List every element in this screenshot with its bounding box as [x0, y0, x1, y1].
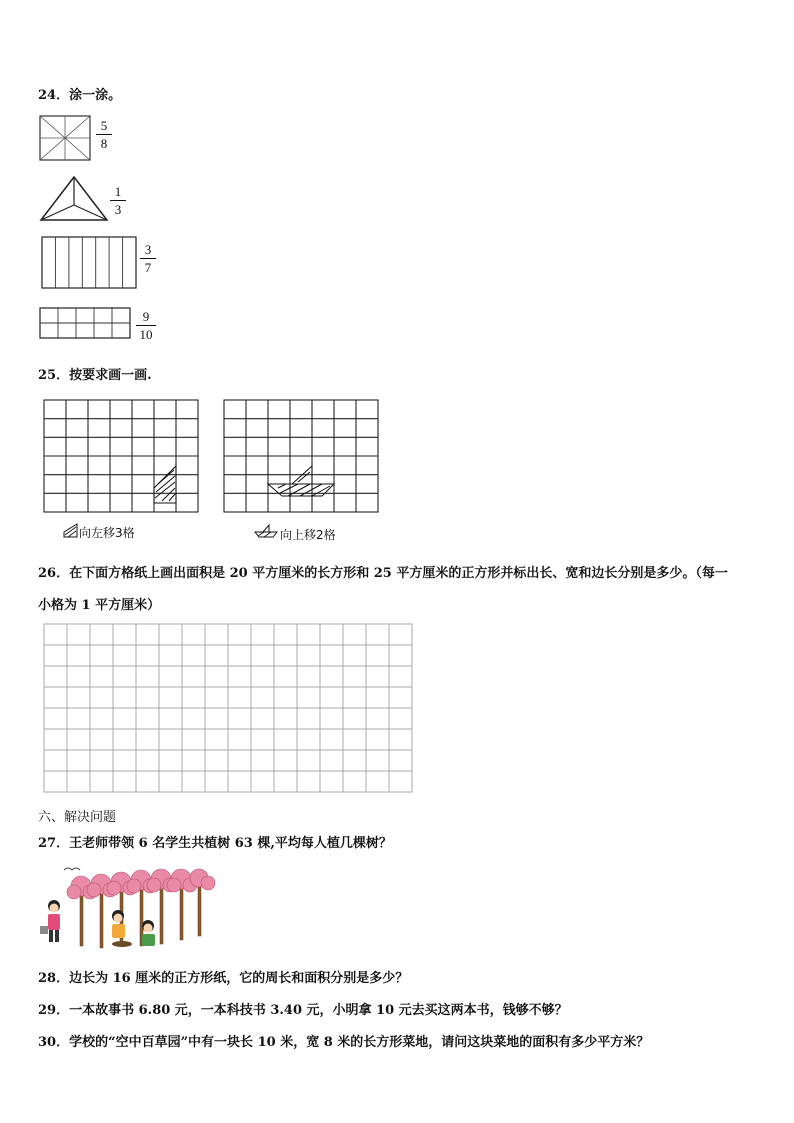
- fraction-1-3: [110, 184, 126, 217]
- q24-title: 24．涂一涂。: [38, 88, 122, 103]
- q30-text: 30．学校的“空中百草园”中有一块长 10 米，宽 8 米的长方形菜地，请问这块菜地的面积有多少平方米？: [38, 1035, 650, 1050]
- q28-text: 28．边长为 16 厘米的正方形纸，它的周长和面积分别是多少？: [38, 971, 409, 986]
- grid-left-move[interactable]: [42, 398, 202, 518]
- numerator: 1: [114, 184, 122, 199]
- square-grid-paper[interactable]: [43, 623, 415, 795]
- q26-text-line2: 小格为 1 平方厘米）: [38, 598, 161, 613]
- q29-text: 29．一本故事书 6.80 元，一本科技书 3.40 元，小明拿 10 元去买这两本书，钱够不够？: [38, 1003, 568, 1018]
- numerator: 9: [142, 309, 150, 324]
- caption-move-left: 向左移3格: [79, 526, 135, 540]
- rectangle-tenths-figure[interactable]: [38, 306, 134, 342]
- q27-text: 27．王老师带领 6 名学生共植树 63 棵,平均每人植几棵树？: [38, 836, 392, 851]
- boat-shape: [268, 466, 334, 496]
- fraction-9-10: [136, 309, 156, 342]
- denominator: 10: [139, 327, 153, 342]
- q25-title: 25．按要求画一画.: [38, 368, 152, 383]
- denominator: 3: [114, 202, 122, 217]
- triangle-thirds-figure[interactable]: [38, 174, 110, 224]
- numerator: 5: [100, 118, 108, 133]
- rectangle-sevenths-figure[interactable]: [38, 235, 140, 291]
- fraction-5-8: [96, 118, 112, 151]
- grid-up-move[interactable]: [222, 398, 382, 518]
- section-6-title: 六、解决问题: [38, 810, 117, 825]
- numerator: 3: [144, 242, 152, 257]
- denominator: 7: [144, 260, 152, 275]
- tree-planting-illustration: [38, 864, 224, 954]
- caption-move-up: 向上移2格: [280, 528, 336, 542]
- flag-small-icon: [62, 523, 80, 539]
- q26-text-line1: 26．在下面方格纸上画出面积是 20 平方厘米的长方形和 25 平方厘米的正方形并标出长、宽和边长分别是多少。（每一: [38, 566, 728, 581]
- boat-small-icon: [254, 524, 278, 538]
- square-eighths-figure[interactable]: [38, 114, 94, 164]
- denominator: 8: [100, 136, 108, 151]
- flag-shape: [154, 466, 176, 503]
- fraction-3-7: [140, 242, 156, 275]
